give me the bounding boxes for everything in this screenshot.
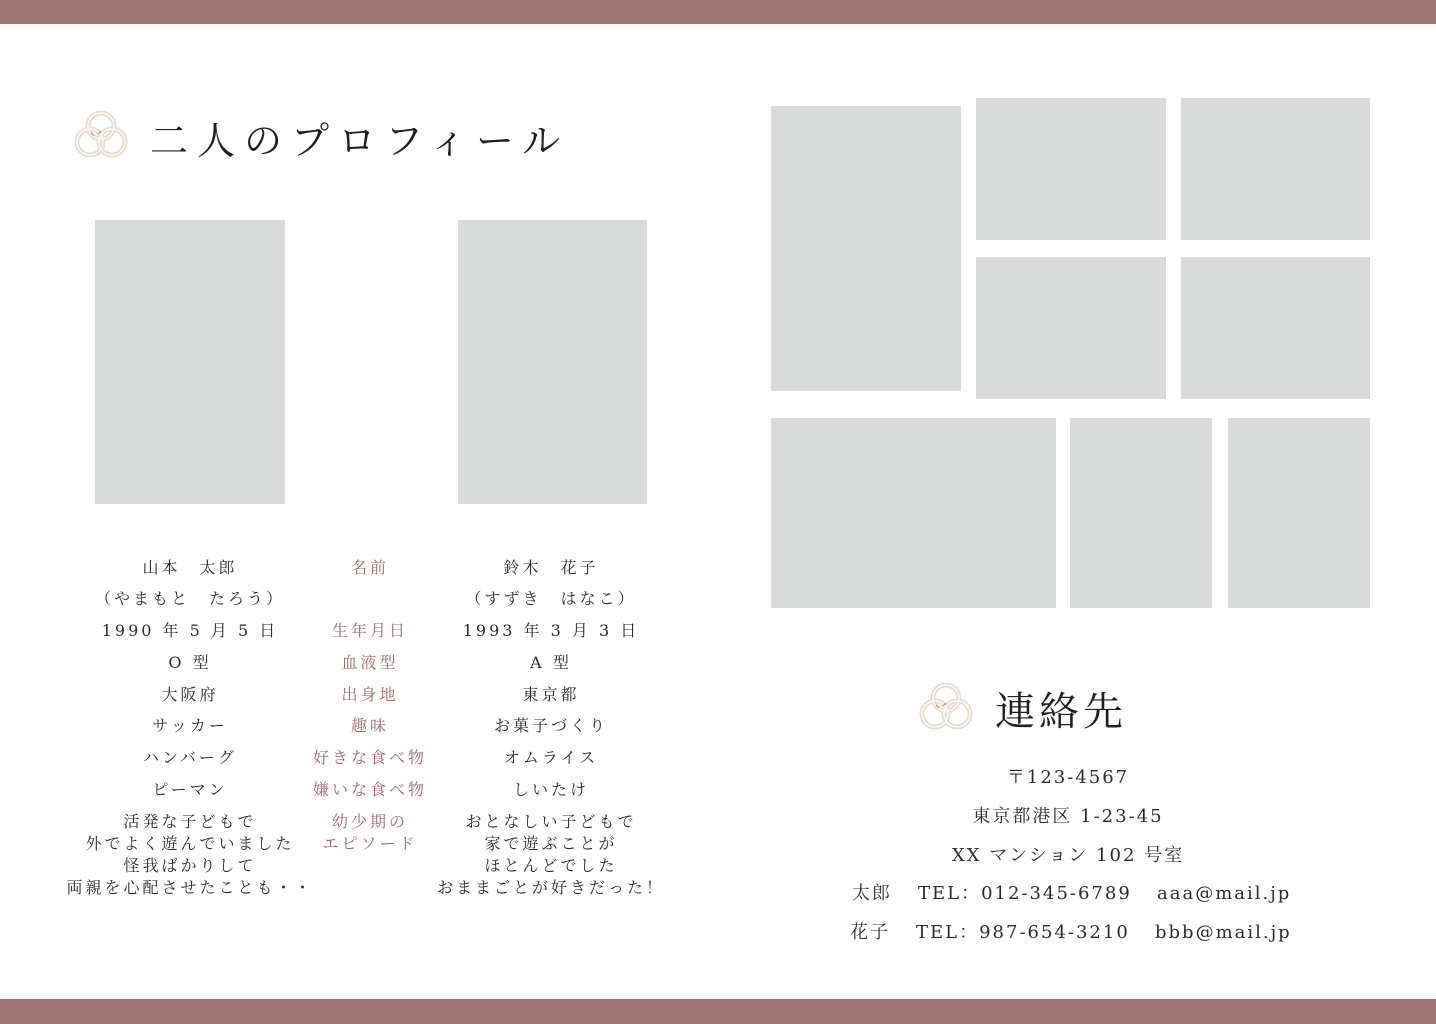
contact-bride-email[interactable]: bbb@mail.jp — [1155, 922, 1292, 943]
groom-hometown: 大阪府 — [161, 685, 219, 704]
collage-photo-placeholder — [976, 98, 1166, 240]
contact-address: 東京都港区 1-23-45 — [972, 806, 1164, 827]
bride-childhood-line: おままごとが好きだった！ — [436, 878, 665, 897]
bride-photo-placeholder — [458, 220, 647, 504]
groom-blood: O 型 — [168, 653, 212, 672]
contact-bride-name: 花子 — [850, 922, 890, 943]
groom-hobby: サッカー — [152, 716, 228, 735]
bride-name: 鈴木 花子 — [503, 558, 599, 577]
label-childhood-line: エピソード — [322, 834, 418, 853]
groom-dislikes: ピーマン — [152, 780, 228, 799]
groom-name: 山本 太郎 — [142, 558, 238, 577]
label-hometown: 出身地 — [341, 685, 399, 704]
collage-photo-placeholder — [976, 257, 1166, 399]
groom-childhood-line: 外でよく遊んでいました — [85, 834, 295, 853]
contact-postal-code: 〒123-4567 — [1006, 767, 1130, 788]
collage-photo-placeholder — [1181, 98, 1370, 240]
contact-groom-tel: TEL：012-345-6789 — [918, 883, 1132, 904]
bride-hometown: 東京都 — [522, 685, 580, 704]
top-band — [0, 0, 1436, 24]
bride-dislikes: しいたけ — [512, 780, 589, 799]
label-name: 名前 — [350, 558, 389, 577]
contact-groom-name: 太郎 — [852, 883, 892, 904]
bride-childhood-line: ほとんどでした — [484, 856, 618, 875]
bride-blood: A 型 — [530, 653, 572, 672]
groom-photo-placeholder — [95, 220, 285, 504]
contact-groom-email[interactable]: aaa@mail.jp — [1157, 883, 1292, 904]
groom-childhood-line: 両親を心配させたことも・・ — [66, 878, 314, 897]
groom-childhood-line: 怪我ばかりして — [123, 856, 257, 875]
bride-birthday: 1993 年 3 月 3 日 — [462, 621, 640, 640]
label-blood: 血液型 — [341, 653, 399, 672]
mizuhiki-knot-icon — [72, 108, 130, 166]
bride-childhood — [401, 811, 701, 899]
groom-likes: ハンバーグ — [143, 748, 237, 767]
mizuhiki-knot-icon — [917, 680, 975, 738]
bride-likes: オムライス — [503, 748, 599, 767]
bride-kana: （すずき はなこ） — [465, 589, 637, 608]
label-birthday: 生年月日 — [331, 621, 408, 640]
contact-building: XX マンション 102 号室 — [951, 845, 1185, 866]
collage-photo-placeholder — [771, 106, 961, 391]
groom-birthday: 1990 年 5 月 5 日 — [101, 621, 279, 640]
profile-title: 二人のプロフィール — [150, 119, 570, 163]
collage-photo-placeholder — [1228, 418, 1370, 608]
label-dislikes: 嫌いな食べ物 — [312, 780, 427, 799]
bride-childhood-line: おとなしい子どもで — [465, 812, 637, 831]
contact-title: 連絡先 — [995, 689, 1127, 735]
collage-photo-placeholder — [771, 418, 1056, 608]
contact-bride-tel: TEL：987-654-3210 — [916, 922, 1130, 943]
label-childhood-line: 幼少期の — [331, 812, 408, 831]
label-likes: 好きな食べ物 — [312, 748, 427, 767]
bride-childhood-line: 家で遊ぶことが — [484, 834, 618, 853]
collage-photo-placeholder — [1181, 257, 1370, 399]
bottom-band — [0, 999, 1436, 1024]
bride-hobby: お菓子づくり — [493, 716, 608, 735]
label-hobby: 趣味 — [350, 716, 389, 735]
groom-kana: （やまもと たろう） — [94, 589, 285, 608]
groom-childhood-line: 活発な子どもで — [123, 812, 257, 831]
collage-photo-placeholder — [1070, 418, 1212, 608]
